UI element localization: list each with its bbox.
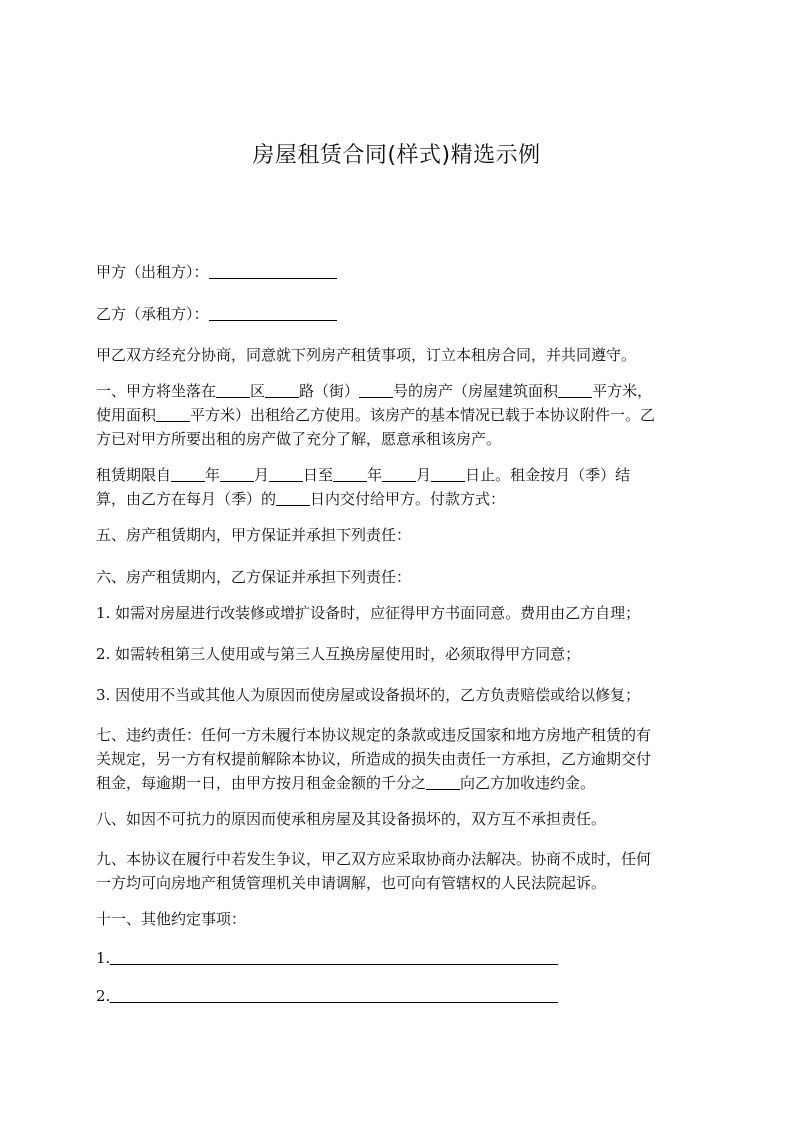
clause-1-text: 平方米， bbox=[592, 382, 653, 400]
party-b-line bbox=[96, 302, 696, 326]
clause-1-line-1 bbox=[96, 379, 696, 403]
term-text: 年 bbox=[205, 466, 221, 484]
end-month-blank bbox=[382, 465, 416, 482]
term-text: 月 bbox=[416, 466, 432, 484]
clause-8: 八、如因不可抗力的原因而使承租房屋及其设备损坏的，双方互不承担责任。 bbox=[96, 810, 607, 828]
party-a-line bbox=[96, 260, 696, 284]
term-text: 算，由乙方在每月（季）的 bbox=[96, 490, 277, 508]
district-blank bbox=[216, 381, 250, 398]
start-month-blank bbox=[220, 465, 254, 482]
clause-1-text: 路（街） bbox=[299, 382, 360, 400]
intro-paragraph: 甲乙双方经充分协商，同意就下列房产租赁事项，订立本租房合同，并共同遵守。 bbox=[96, 346, 637, 364]
party-b-blank bbox=[209, 304, 337, 321]
term-text: 日至 bbox=[303, 466, 334, 484]
party-b-label: 乙方（承租方）： bbox=[96, 305, 209, 323]
term-text: 日内交付给甲方。付款方式： bbox=[310, 490, 506, 508]
term-text: 租赁期限自 bbox=[96, 466, 172, 484]
other-item-1 bbox=[96, 946, 696, 970]
clause-6-item-1: 1. 如需对房屋进行改装修或增扩设备时，应征得甲方书面同意。费用由乙方自理； bbox=[96, 604, 641, 622]
clause-1-text: 号的房产（房屋建筑面积 bbox=[393, 382, 559, 400]
clause-6-item-2: 2. 如需转租第三人使用或与第三人互换房屋使用时，必须取得甲方同意； bbox=[96, 645, 581, 663]
clause-1-line-2 bbox=[96, 403, 696, 427]
other-item-2-blank bbox=[110, 986, 558, 1003]
end-day-blank bbox=[431, 465, 465, 482]
other-item-1-blank bbox=[110, 948, 558, 965]
term-text: 日止。租金按月（季）结 bbox=[465, 466, 631, 484]
party-a-label: 甲方（出租方）： bbox=[96, 263, 209, 281]
building-area-blank bbox=[558, 381, 592, 398]
document-title: 房屋租赁合同(样式)精选示例 bbox=[252, 143, 541, 168]
other-item-number: 1. bbox=[96, 949, 111, 967]
clause-1-text: 平方米）出租给乙方使用。该房产的基本情况已载于本协议附件一。乙 bbox=[190, 406, 656, 424]
road-blank bbox=[265, 381, 299, 398]
term-line-1 bbox=[96, 463, 696, 487]
clause-6-item-3: 3. 因使用不当或其他人为原因而使房屋或设备损坏的，乙方负责赔偿或给以修复； bbox=[96, 686, 641, 704]
other-item-2 bbox=[96, 984, 696, 1008]
clause-1-text: 一、甲方将坐落在 bbox=[96, 382, 217, 400]
penalty-rate-blank bbox=[426, 773, 460, 790]
other-item-number: 2. bbox=[96, 987, 111, 1005]
start-year-blank bbox=[171, 465, 205, 482]
clause-9-line-2: 一方均可向房地产租赁管理机关申请调解，也可向有管辖权的人民法院起诉。 bbox=[96, 874, 607, 892]
term-text: 月 bbox=[254, 466, 270, 484]
number-blank bbox=[359, 381, 393, 398]
party-a-blank bbox=[209, 262, 337, 279]
clause-7-line-2: 关规定，另一方有权提前解除本协议，所造成的损失由责任一方承担，乙方逾期交付 bbox=[96, 750, 652, 768]
clause-7-line-1: 七、违约责任：任何一方未履行本协议规定的条款或违反国家和地方房地产租赁的有 bbox=[96, 726, 652, 744]
clause-1-text: 区 bbox=[250, 382, 266, 400]
clause-7-line-3 bbox=[96, 771, 696, 795]
term-text: 年 bbox=[367, 466, 383, 484]
clause-5: 五、房产租赁期内，甲方保证并承担下列责任： bbox=[96, 526, 412, 544]
clause-7-text: 租金，每逾期一日，由甲方按月租金金额的千分之 bbox=[96, 774, 427, 792]
payment-day-blank bbox=[276, 489, 310, 506]
clause-11: 十一、其他约定事项： bbox=[96, 910, 247, 928]
usable-area-blank bbox=[156, 405, 190, 422]
clause-7-text: 向乙方加收违约金。 bbox=[460, 774, 596, 792]
clause-9-line-1: 九、本协议在履行中若发生争议，甲乙双方应采取协商办法解决。协商不成时，任何 bbox=[96, 850, 652, 868]
end-year-blank bbox=[333, 465, 367, 482]
term-line-2 bbox=[96, 487, 696, 511]
clause-1-line-3: 方已对甲方所要出租的房产做了充分了解，愿意承租该房产。 bbox=[96, 430, 502, 448]
clause-1-text: 使用面积 bbox=[96, 406, 157, 424]
clause-6: 六、房产租赁期内，乙方保证并承担下列责任： bbox=[96, 568, 412, 586]
start-day-blank bbox=[269, 465, 303, 482]
